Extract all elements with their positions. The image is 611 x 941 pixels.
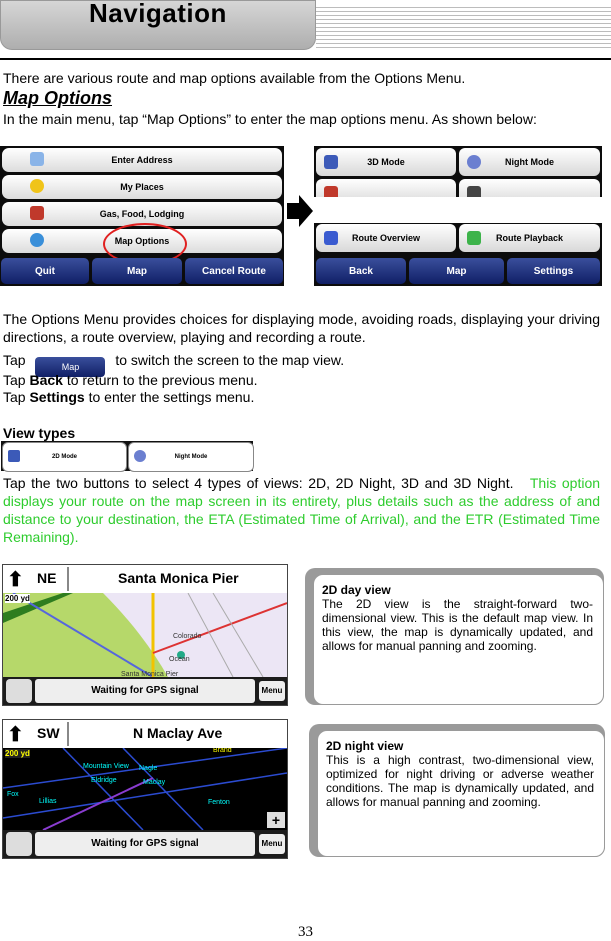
divider	[67, 722, 69, 746]
view-description: Tap the two buttons to select 4 types of views: 2D, 2D Night, 3D and 3D Night. This option displays your route on the map screen in its entirety, plus details such as the address of and distance to your destination, the ETA (Estimated Time of Arrival), and the ETR (Estimated Time Remaining).	[3, 475, 601, 545]
section-title: Map Options	[3, 88, 112, 108]
map-day-topbar: ⬆ NE Santa Monica Pier	[3, 565, 287, 594]
route-overview-button[interactable]: Route Overview	[316, 224, 456, 252]
main-menu-screenshot	[0, 146, 284, 286]
card-body: This is a high contrast, two-dimensional view, optimized for night driving or adverse weather conditions. The map is dynamically updated, and allows for manual panning and zooming.	[326, 753, 594, 809]
header-decoration	[316, 4, 611, 48]
north-arrow-icon: ⬆	[7, 569, 24, 591]
route-playback-button[interactable]: Route Playback	[459, 224, 600, 252]
options-menu-screenshot	[314, 146, 602, 286]
screenshot-cutout	[314, 197, 602, 223]
map-night-canvas[interactable]	[3, 748, 287, 830]
options-map-button[interactable]: Map	[409, 258, 504, 284]
2d-mode-button[interactable]: 2D Mode	[2, 442, 127, 472]
quit-button[interactable]: Quit	[1, 258, 89, 284]
moon-icon	[134, 450, 146, 462]
svg-text:Maclay: Maclay	[143, 779, 166, 786]
moon-icon	[467, 155, 481, 169]
menu-item-enter-address[interactable]: Enter Address	[2, 148, 282, 172]
card-title: 2D night view	[326, 739, 404, 753]
night-mode-button[interactable]: Night Mode	[459, 148, 600, 176]
zoom-in-button[interactable]: +	[267, 812, 285, 828]
scale-label: 200 yd	[5, 749, 30, 758]
svg-text:Mountain View: Mountain View	[83, 763, 129, 770]
3d-mode-button[interactable]: 3D Mode	[316, 148, 456, 176]
page-number: 33	[298, 924, 313, 940]
star-icon	[30, 179, 44, 193]
card-title: 2D day view	[322, 583, 391, 597]
playback-icon	[467, 231, 481, 245]
card-2d-day	[305, 568, 604, 705]
map-day-canvas[interactable]	[3, 593, 287, 677]
svg-text:Nagle: Nagle	[139, 765, 158, 772]
cancel-route-button[interactable]: Cancel Route	[185, 258, 283, 284]
street-name: N Maclay Ave	[133, 725, 223, 741]
map-night-screenshot	[2, 719, 288, 859]
map-button-inline: Map	[35, 357, 105, 377]
svg-text:Fox: Fox	[7, 791, 19, 798]
menu-item-map-options[interactable]: Map Options	[2, 229, 282, 253]
menu-button[interactable]: Menu	[259, 834, 285, 854]
svg-text:Fenton: Fenton	[208, 799, 230, 806]
map-label: Ocean	[169, 656, 190, 663]
page-title: Navigation	[89, 0, 227, 28]
arrow-right-icon	[287, 195, 313, 227]
gps-status: Waiting for GPS signal	[35, 679, 255, 703]
sound-button[interactable]	[6, 832, 32, 856]
tap-settings-line: Tap Settings to enter the settings menu.	[3, 389, 255, 405]
map-label: Colorado	[173, 633, 202, 640]
settings-button[interactable]: Settings	[507, 258, 600, 284]
svg-text:Brand: Brand	[213, 748, 232, 754]
scale-label: 200 yd	[5, 594, 30, 603]
section-intro: In the main menu, tap “Map Options” to enter the map options menu. As shown below:	[3, 111, 537, 127]
map-label: Santa Monica Pier	[121, 671, 179, 677]
map-night-bottombar	[3, 830, 287, 858]
menu-button[interactable]: Menu	[259, 681, 285, 701]
night-mode-toggle[interactable]: Night Mode	[128, 442, 254, 472]
2d-icon	[8, 450, 20, 462]
3d-icon	[324, 155, 338, 169]
svg-text:Lillias: Lillias	[39, 798, 57, 805]
card-body: The 2D view is the straight-forward two-dimensional view. This is the default map view. In this view, the map is dynamically updated, and allows for manual panning and zooming.	[322, 597, 593, 653]
tap-back-line: Tap Back to return to the previous menu.	[3, 372, 258, 388]
options-description: The Options Menu provides choices for displaying mode, avoiding roads, displaying your driving directions, a route overview, playing and recording a route.	[3, 311, 600, 345]
tap-map-line: Tap Map to switch the screen to the map view.	[3, 351, 600, 377]
map-night-topbar: ⬆ SW N Maclay Ave	[3, 720, 287, 749]
sound-button[interactable]	[6, 679, 32, 703]
header-tab	[0, 0, 316, 50]
street-name: Santa Monica Pier	[118, 570, 239, 586]
route-overview-icon	[324, 231, 338, 245]
north-arrow-icon: ⬆	[7, 724, 24, 746]
globe-icon	[30, 233, 44, 247]
pin-icon	[30, 206, 44, 220]
back-button[interactable]: Back	[316, 258, 406, 284]
gps-status: Waiting for GPS signal	[35, 832, 255, 856]
card-2d-night	[309, 724, 605, 857]
address-icon	[30, 152, 44, 166]
map-button[interactable]: Map	[92, 258, 182, 284]
header-rule	[0, 58, 611, 60]
intro-text: There are various route and map options available from the Options Menu.	[3, 70, 466, 86]
svg-text:Eldridge: Eldridge	[91, 777, 117, 784]
map-day-screenshot	[2, 564, 288, 706]
divider	[67, 567, 69, 591]
menu-item-gas-food-lodging[interactable]: Gas, Food, Lodging	[2, 202, 282, 226]
view-types-title: View types	[3, 425, 76, 441]
menu-item-my-places[interactable]: My Places	[2, 175, 282, 199]
view-buttons-screenshot	[1, 441, 253, 471]
map-day-bottombar	[3, 677, 287, 705]
